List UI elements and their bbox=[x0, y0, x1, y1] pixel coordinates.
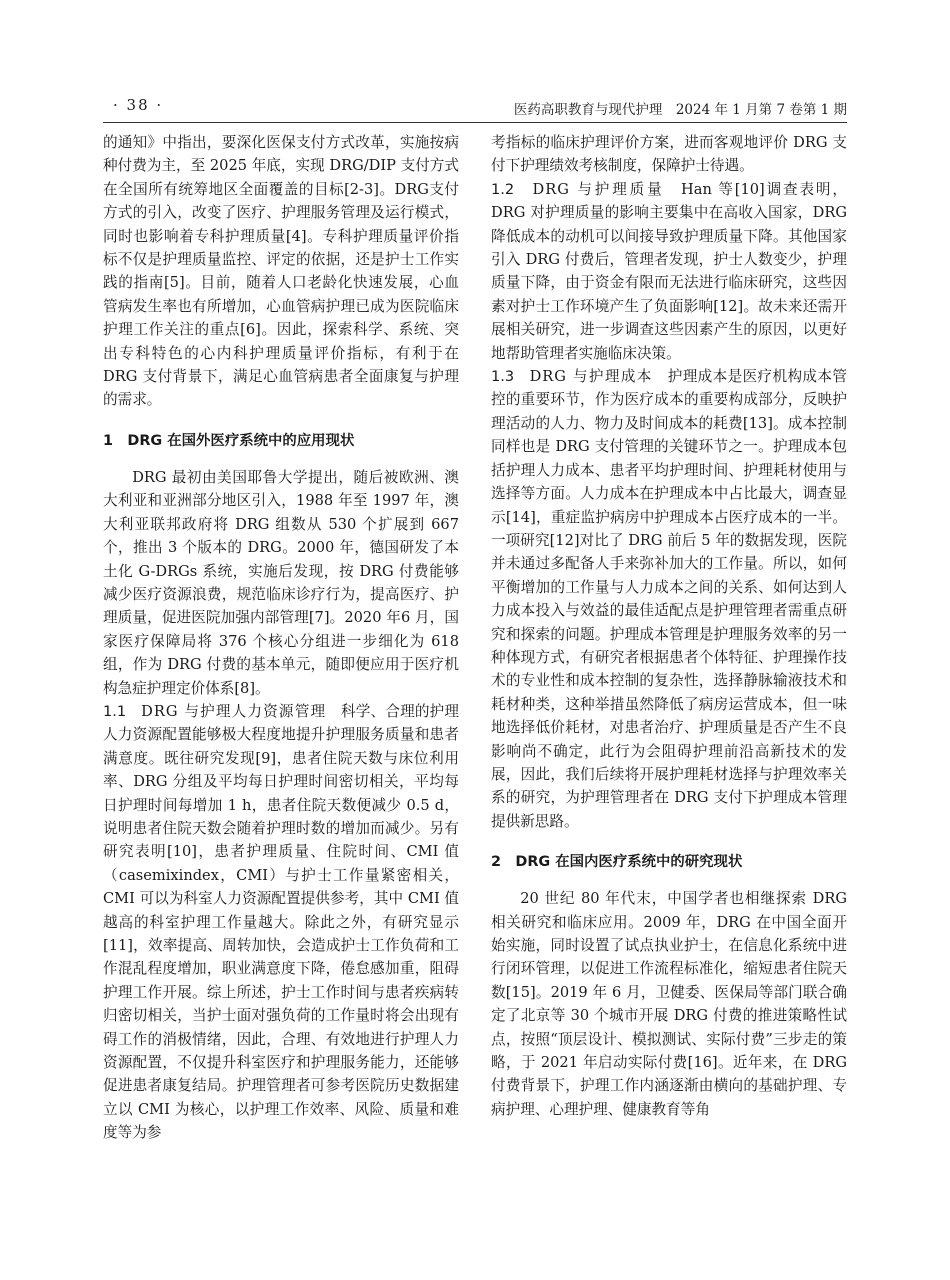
subsection-paragraph bbox=[491, 365, 847, 833]
paragraph-text: 科学、合理的护理人力资源配置能够极大程度地提升护理服务质量和患者满意度。既往研究发现[9]，患者住院天数与床位利用率、DRG 分组及平均每日护理时间密切相关，平均每日护理时间每增加 1 h，患者住院天数便减少 0.5 d，说明患者住院天数会随着护理时数的增加而减少。另有研究表明[10]，患者护理质量、住院时间、CMI 值（casemixindex，CMI）与护士工作量紧密相关，CMI 可以为科室人力资源配置提供参考，其中 CMI 值越高的科室护理工作量越大。除此之外，有研究显示[11]，效率提高、周转加快，会造成护士工作负荷和工作混乱程度增加，职业满意度下降，倦怠感加重，阻碍护理工作开展。综上所述，护士工作时间与患者疾病转归密切相关，当护士面对强负荷的工作量时将会出现有碍工作的消极情绪，因此，合理、有效地进行护理人力资源配置，不仅提升科室医疗和护理服务能力，还能够促进患者康复结局。护理管理者可参考医院历史数据建立以 CMI 为核心，以护理工作效率、风险、质量和难度等为参 bbox=[103, 702, 459, 1142]
header-rule bbox=[103, 122, 847, 123]
paragraph-text: 护理成本是医疗机构成本管控的重要环节，作为医疗成本的重要构成部分，反映护理活动的人力、物力及时间成本的耗费[13]。成本控制同样也是 DRG 支付管理的关键环节之一。护理成本包括护理人力成本、患者平均护理时间、护理耗材使用与选择等方面。人力成本在护理成本中占比最大，调查显示[14]，重症监护病房中护理成本占医疗成本的一半。一项研究[12]对比了 DRG 前后 5 年的数据发现，医院并未通过多配备人手来弥补加大的工作量。所以，如何平衡增加的工作量与人力成本之间的关系、如何达到人力成本投入与效益的最佳适配点是护理管理者需重点研究和探索的问题。护理成本管理是护理服务效率的另一种体现方式，有研究者根据患者个体特征、护理操作技术的专业性和成本控制的复杂性，选择静脉输液技术和耗材种类，这种举措虽然降低了病房运营成本，但一味地选择低价耗材，对患者治疗、护理质量是否产生不良影响尚不确定，此行为会阻碍护理前沿高新技术的发展，因此，我们后续将开展护理耗材选择与护理效率关系的研究，为护理管理者在 DRG 支付下护理成本管理提供新思路。 bbox=[491, 368, 847, 830]
subsection-title: DRG 与护理成本 bbox=[529, 368, 653, 386]
journal-info: 医药高职教育与现代护理 2024 年 1 月第 7 卷第 1 期 bbox=[513, 102, 847, 118]
section-heading-1: 1 DRG 在国外医疗系统中的应用现状 bbox=[103, 432, 355, 449]
paragraph: 考指标的临床护理评价方案，进而客观地评价 DRG 支付下护理绩效考核制度，保障护士待遇。 bbox=[491, 134, 847, 175]
subsection-number: 1.3 bbox=[491, 368, 515, 386]
subsection-title: DRG 与护理人力资源管理 bbox=[141, 702, 327, 720]
subsection-paragraph bbox=[103, 700, 459, 1145]
page-header bbox=[103, 96, 847, 118]
subsection-title: DRG 与护理质量 bbox=[532, 180, 665, 198]
left-column bbox=[103, 131, 459, 1145]
paragraph: DRG 最初由美国耶鲁大学提出，随后被欧洲、澳大利亚和亚洲部分地区引入，1988 年至 1997 年，澳大利亚联邦政府将 DRG 组数从 530 个扩展到 667 个，推出 3 个版本的 DRG。2000 年，德国研发了本土化 G-DRGs 系统，实施后发现，按 DRG 付费能够减少医疗资源浪费，规范临床诊疗行为，提高医疗、护理质量，促进医院加强内部管理[7]。2020 年6 月，国家医疗保障局将 376 个核心分组进一步细化为 618 组，作为 DRG 付费的基本单元，随即便应用于医疗机构急症护理定价体系[8]。 bbox=[103, 468, 459, 697]
section-heading-2: 2 DRG 在国内医疗系统中的研究现状 bbox=[491, 854, 743, 871]
page-number: · 38 · bbox=[113, 96, 164, 114]
right-column bbox=[491, 131, 847, 1121]
paragraph: 的通知》中指出，要深化医保支付方式改革，实施按病种付费为主，至 2025 年底，实现 DRG/DIP 支付方式在全国所有统筹地区全面覆盖的目标[2-3]。DRG支付方式的引入，改变了医疗、护理服务管理及运行模式，同时也影响着专科护理质量[4]。专科护理质量评价指标不仅是护理质量监控、评定的依据，还是护士工作实践的指南[5]。目前，随着人口老龄化快速发展，心血管病发生率也有所增加，心血管病护理已成为医院临床护理工作关注的重点[6]。因此，探索科学、系统、突出专科特色的心内科护理质量评价指标，有利于在 DRG 支付背景下，满足心血管病患者全面康复与护理的需求。 bbox=[103, 134, 459, 409]
subsection-paragraph bbox=[491, 178, 847, 365]
subsection-number: 1.2 bbox=[491, 180, 515, 198]
paragraph-text: Han 等[10]调查表明，DRG 对护理质量的影响主要集中在高收入国家，DRG 降低成本的动机可以间接导致护理质量下降。其他国家引入 DRG 付费后，管理者发现，护士人数变少，护理质量下降，由于资金有限而无法进行临床研究，这些因素对护士工作环境产生了负面影响[12]。故未来还需开展相关研究，进一步调查这些因素产生的原因，以更好地帮助管理者实施临床决策。 bbox=[491, 180, 847, 362]
subsection-number: 1.1 bbox=[103, 702, 127, 720]
paragraph: 20 世纪 80 年代末，中国学者也相继探索 DRG 相关研究和临床应用。2009 年，DRG 在中国全面开始实施，同时设置了试点执业护士，在信息化系统中进行闭环管理，以促进工作流程标准化，缩短患者住院天数[15]。2019 年 6 月，卫健委、医保局等部门联合确定了北京等 30 个城市开展 DRG 付费的推进策略性试点，按照“顶层设计、模拟测试、实际付费”三步走的策略，于 2021 年启动实际付费[16]。近年来，在 DRG 付费背景下，护理工作内涵逐渐由横向的基础护理、专病护理、心理护理、健康教育等角 bbox=[491, 890, 847, 1118]
